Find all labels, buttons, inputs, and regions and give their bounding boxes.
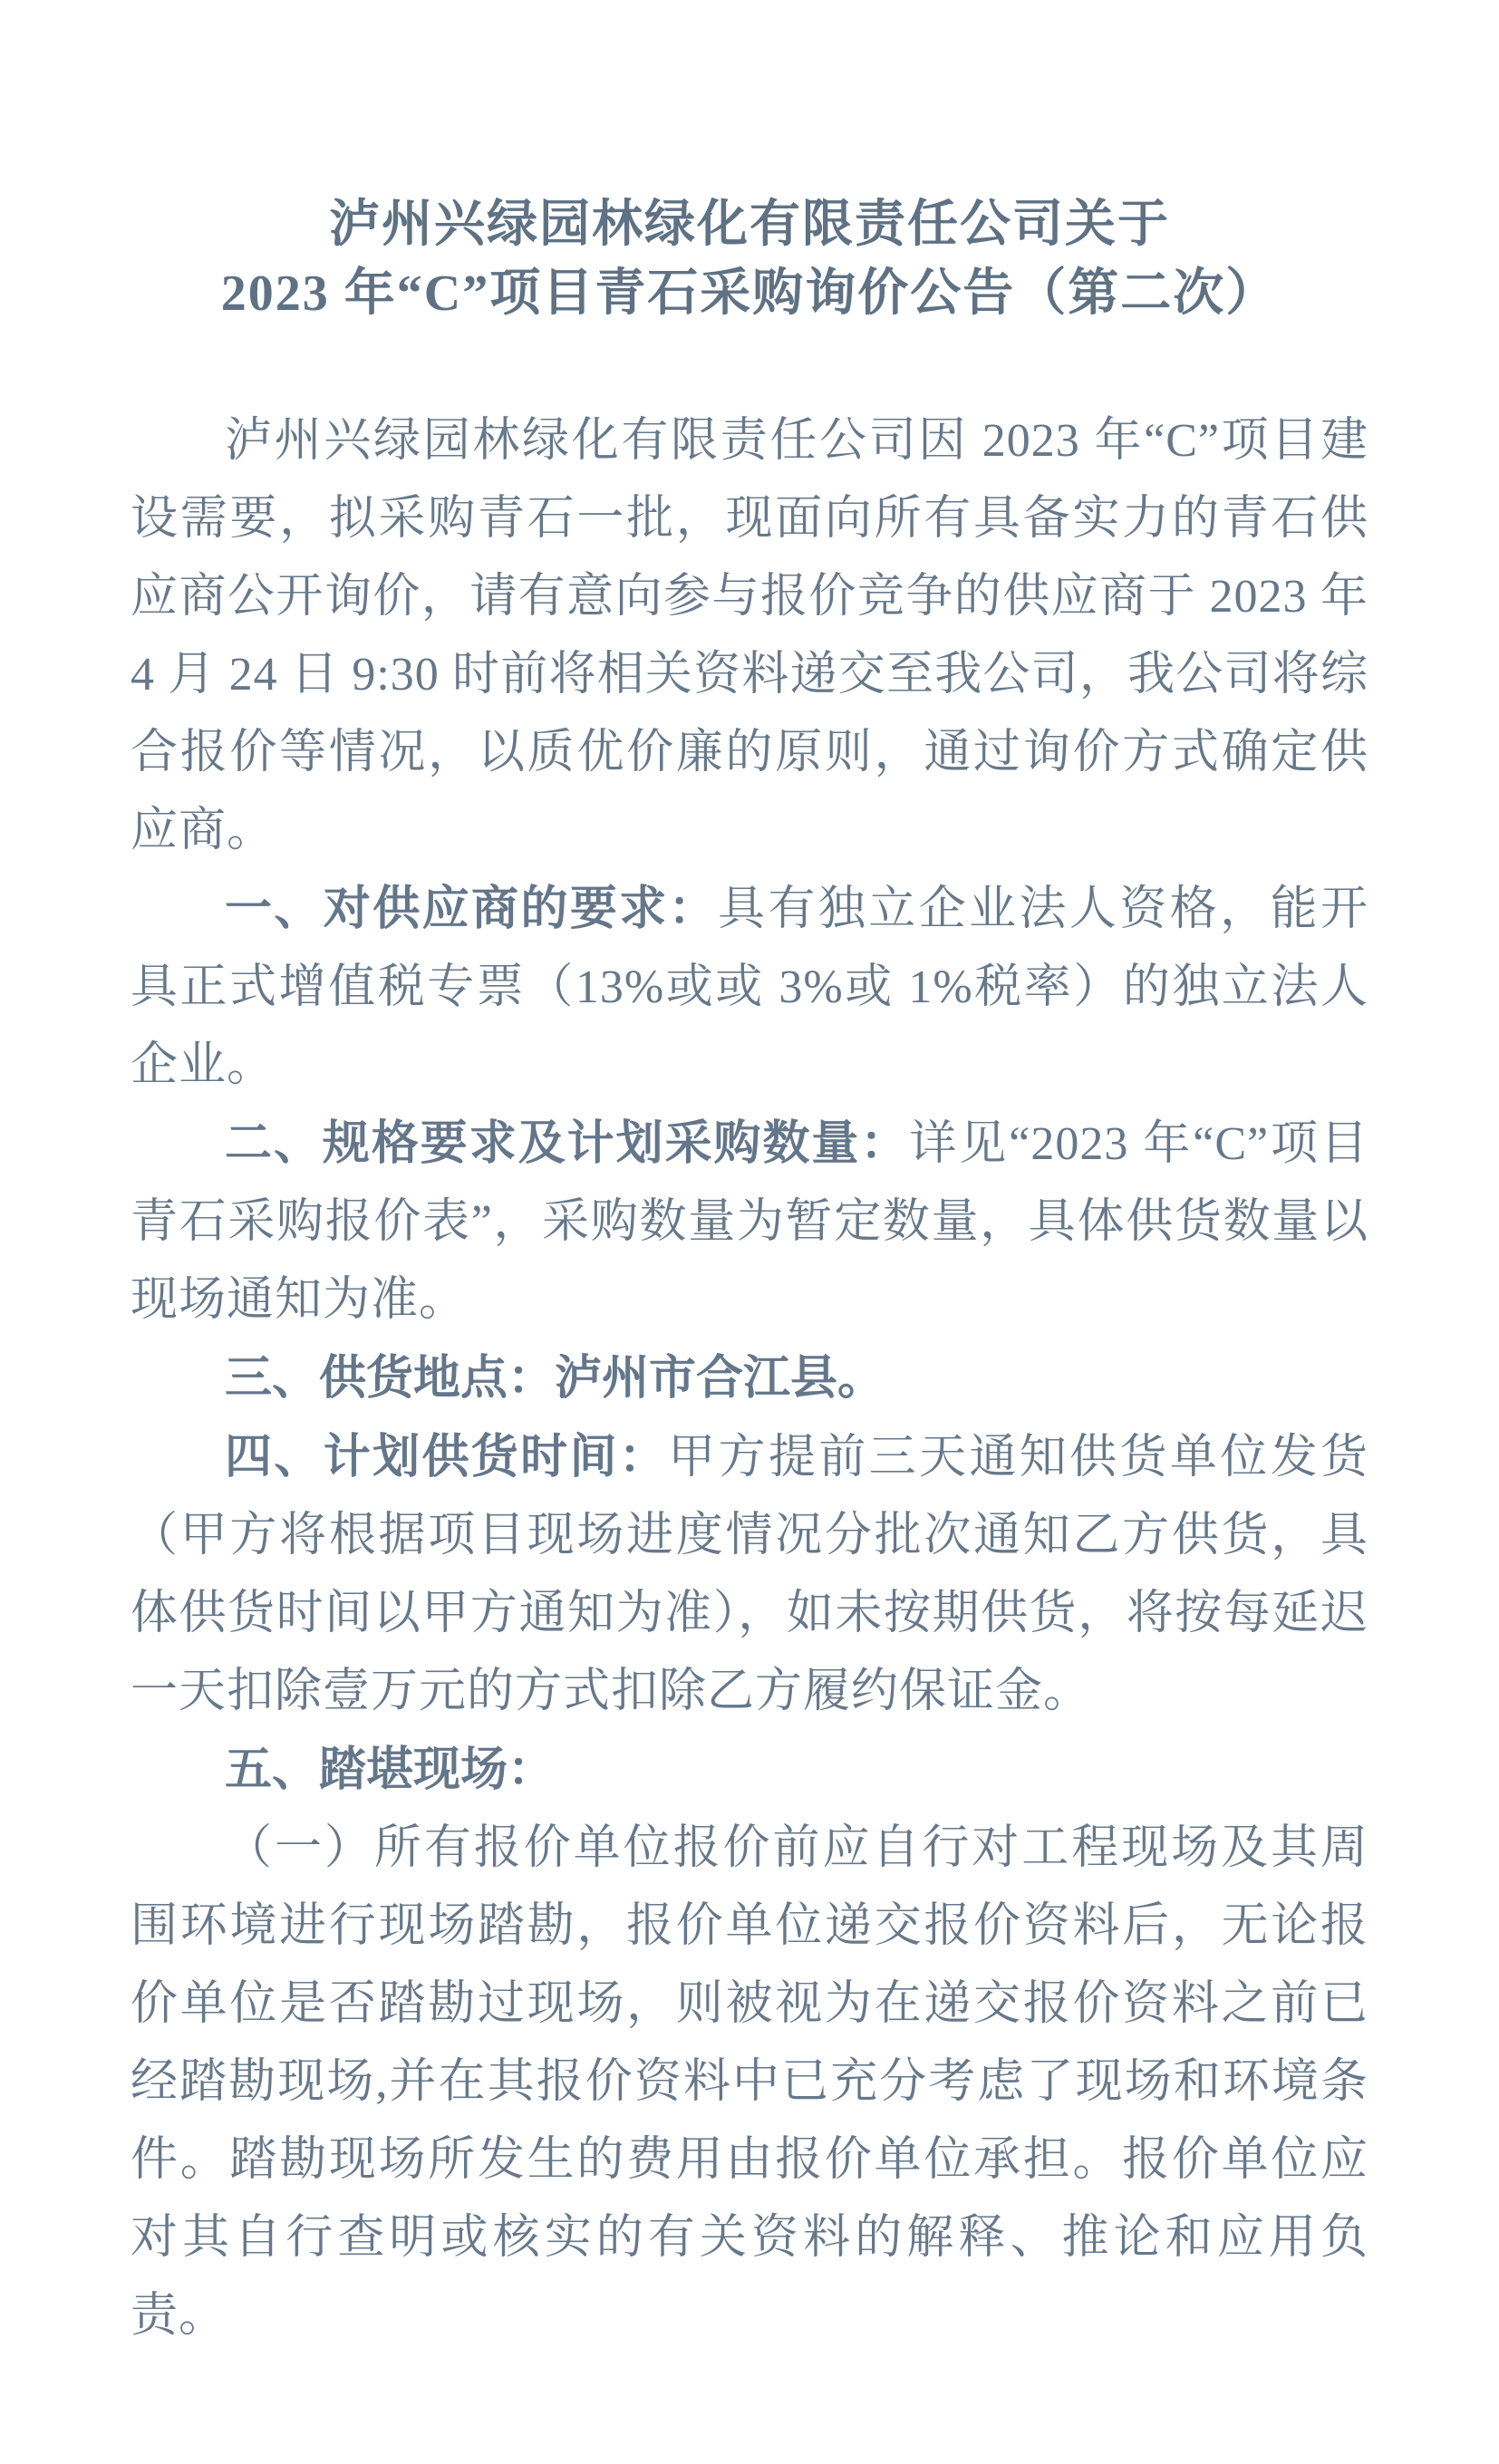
section-2-text: 详见“2023 年“C”项目青石采购报价表”，采购数量为暂定数量，具体供货数量以现场通知为准。 [131, 1118, 1368, 1326]
document-title [131, 190, 1368, 328]
document-title-line1: 泸州兴绿园林绿化有限责任公司关于 [329, 197, 1170, 253]
section-5-site-survey [131, 1731, 1368, 1810]
section-2-label: 二、规格要求及计划采购数量： [225, 1117, 910, 1170]
section-4-label: 四、计划供货时间： [225, 1431, 669, 1483]
section-1-label: 一、对供应商的要求： [225, 883, 719, 935]
section-4-delivery-schedule [131, 1418, 1368, 1731]
document-title-line2: 2023 年“C”项目青石采购询价公告（第二次） [220, 266, 1279, 322]
section-1-text: 具有独立企业法人资格，能开具正式增值税专票（13%或或 3%或 1%税率）的独立法人企业。 [131, 884, 1368, 1091]
section-4-text: 甲方提前三天通知供货单位发货（甲方将根据项目现场进度情况分批次通知乙方供货，具体供货时间以甲方通知为准），如未按期供货，将按每延迟一天扣除壹万元的方式扣除乙方履约保证金。 [131, 1432, 1368, 1717]
section-2-spec-and-quantity [131, 1105, 1368, 1339]
intro-paragraph: 泸州兴绿园林绿化有限责任公司因 2023 年“C”项目建设需要，拟采购青石一批，现面向所有具备实力的青石供应商公开询价，请有意向参与报价竞争的供应商于 2023 年 4 月 24 日 9:30 时前将相关资料递交至我公司，我公司将综合报价等情况，以质优价廉的原则，通过询价方式确定供应商。 [131, 415, 1368, 856]
section-3-label: 三、供货地点：泸州市合江县。 [225, 1352, 885, 1405]
section-5-item-1-paragraph: （一）所有报价单位报价前应自行对工程现场及其周围环境进行现场踏勘，报价单位递交报价资料后，无论报价单位是否踏勘过现场，则被视为在递交报价资料之前已经踏勘现场,并在其报价资料中已充分考虑了现场和环境条件。踏勘现场所发生的费用由报价单位承担。报价单位应对其自行查明或核实的有关资料的解释、推论和应用负责。 [131, 1822, 1368, 2342]
document-body [131, 402, 1368, 2355]
section-3-delivery-location [131, 1339, 1368, 1418]
section-5-label: 五、踏堪现场： [225, 1744, 556, 1796]
section-1-supplier-requirements [131, 870, 1368, 1105]
